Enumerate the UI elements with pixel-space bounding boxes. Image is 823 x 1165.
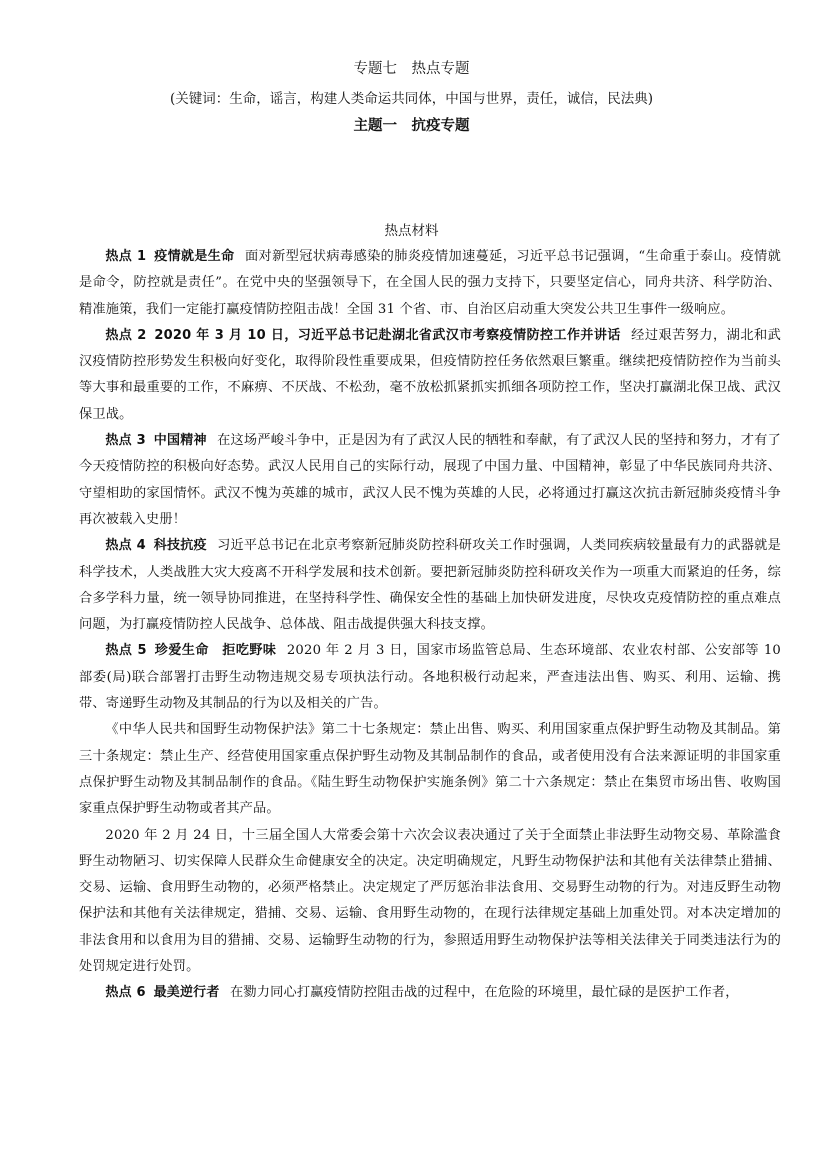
- hotspot-3: [79, 428, 781, 533]
- hotspot-text: 在勠力同心打赢疫情防控阻击战的过程中，在危险的环境里，最忙碌的是医护工作者，: [229, 985, 739, 1001]
- page-title: 专题七 热点专题: [353, 61, 470, 77]
- hotspot-2: [79, 323, 781, 428]
- law-paragraph: 《中华人民共和国野生动物保护法》第二十七条规定：禁止出售、购买、利用国家重点保护野生动物及其制品。第三十条规定：禁止生产、经营使用国家重点保护野生动物及其制品制作的食品，或者使用没有合法来源证明的非国家重点保护野生动物及其制品制作的食品。《陆生野生动物保护实施条例》第二十六条规定：禁止在集贸市场出售、收购国家重点保护野生动物或者其产品。: [79, 722, 781, 817]
- section-title: 热点材料: [384, 223, 439, 239]
- decision-paragraph: 2020 年 2 月 24 日，十三届全国人大常委会第十六次会议表决通过了关于全面禁止非法野生动物交易、革除滥食野生动物陋习、切实保障人民群众生命健康安全的决定。决定明确规定，凡野生动物保护法和其他有关法律禁止猎捕、交易、运输、食用野生动物的，必须严格禁止。决定规定了严厉惩治非法食用、交易野生动物的行为。对违反野生动物保护法和其他有关法律规定，猎捕、交易、运输、食用野生动物的，在现行法律规定基础上加重处罚。对本决定增加的非法食用和以食用为目的猎捕、交易、运输野生动物的行为，参照适用野生动物保护法等相关法律关于同类违法行为的处罚规定进行处罚。: [79, 827, 781, 975]
- hotspot-text: 2020 年 2 月 3 日，国家市场监管总局、生态环境部、农业农村部、公安部等 10 部委(局)联合部署打击野生动物违规交易专项执法行动。各地积极行动起来，严查违法出售、购买、利用、运输、携带、寄递野生动物及其制品的行为以及相关的广告。: [79, 643, 782, 712]
- hotspot-title: 珍爱生命 拒吃野味: [154, 643, 277, 659]
- hotspot-5: [79, 638, 781, 717]
- hotspot-text: 在这场严峻斗争中，正是因为有了武汉人民的牺牲和奉献，有了武汉人民的坚持和努力，才有了今天疫情防控的积极向好态势。武汉人民用自己的实际行动，展现了中国力量、中国精神，彰显了中华民族同舟共济、守望相助的家国情怀。武汉不愧为英雄的城市，武汉人民不愧为英雄的人民，必将通过打赢这次抗击新冠肺炎疫情斗争再次被载入史册！: [79, 433, 781, 527]
- hotspot-title: 疫情就是生命: [154, 249, 235, 264]
- hotspot-label: 热点 6: [105, 985, 146, 1001]
- hotspot-4: [79, 533, 781, 638]
- hotspot-text: 面对新型冠状病毒感染的肺炎疫情加速蔓延，习近平总书记强调，“生命重于泰山。疫情就是命令，防控就是责任”。在党中央的坚强领导下，在全国人民的强力支持下，只要坚定信心，同舟共济、科学防治、精准施策，我们一定能打赢疫情防控阻击战！全国 31 个省、市、自治区启动重大突发公共卫生事件一级响应。: [79, 249, 782, 317]
- hotspot-6: [79, 980, 781, 1006]
- keywords-line: (关键词：生命，谣言，构建人类命运共同体，中国与世界，责任，诚信，民法典): [169, 91, 654, 107]
- hotspot-1: [79, 244, 781, 323]
- hotspot-label: 热点 5: [105, 643, 147, 659]
- hotspot-title: 科技抗疫: [153, 538, 207, 554]
- hotspot-text: 经过艰苦努力，湖北和武汉疫情防控形势发生积极向好变化，取得阶段性重要成果，但疫情防控任务依然艰巨繁重。继续把疫情防控作为当前头等大事和最重要的工作，不麻痹、不厌战、不松劲，毫不放松抓紧抓实抓细各项防控工作，坚决打赢湖北保卫战、武汉保卫战。: [79, 327, 782, 422]
- hotspot-label: 热点 1: [105, 249, 147, 264]
- hotspot-title: 中国精神: [153, 433, 207, 449]
- hotspot-label: 热点 3: [105, 433, 146, 449]
- hotspot-body: [79, 244, 781, 1007]
- theme-subtitle: 主题一 抗疫专题: [353, 118, 470, 134]
- hotspot-title: 2020 年 3 月 10 日，习近平总书记赴湖北省武汉市考察疫情防控工作并讲话: [154, 327, 621, 343]
- hotspot-label: 热点 2: [105, 327, 147, 343]
- hotspot-label: 热点 4: [105, 538, 146, 554]
- hotspot-title: 最美逆行者: [153, 985, 220, 1001]
- hotspot-text: 习近平总书记在北京考察新冠肺炎防控科研攻关工作时强调，人类同疾病较量最有力的武器就是科学技术，人类战胜大灾大疫离不开科学发展和技术创新。要把新冠肺炎防控科研攻关作为一项重大而紧迫的任务，综合多学科力量，统一领导协同推进，在坚持科学性、确保安全性的基础上加快研发进度，尽快攻克疫情防控的重点难点问题，为打赢疫情防控人民战争、总体战、阻击战提供强大科技支撑。: [79, 538, 781, 633]
